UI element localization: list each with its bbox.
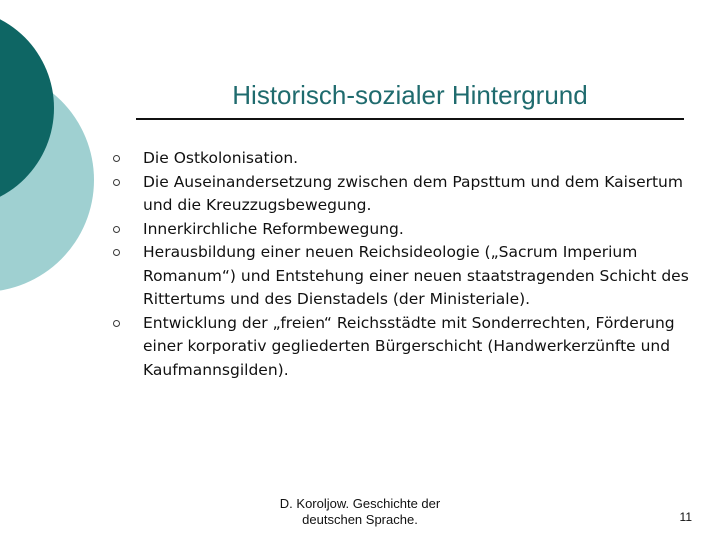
bullet-text: Herausbildung einer neuen Reichsideologie („Sacrum Imperium Romanum“) und Entstehung einer neuen staatstragenden Schicht des Rittertums und des Dienstadels (der Ministeriale).: [143, 243, 689, 308]
footer-line-1: D. Koroljow. Geschichte der: [279, 496, 441, 511]
bullet-circle-icon: [113, 249, 120, 256]
bullet-circle-icon: [113, 155, 120, 162]
bullet-item: [112, 312, 692, 383]
bullet-item: [112, 147, 692, 171]
bullet-item: [112, 241, 692, 312]
page-number: 11: [679, 510, 692, 524]
footer-text: [270, 496, 450, 528]
footer-line-2: deutschen Sprache.: [302, 512, 418, 527]
slide-title: Historisch-sozialer Hintergrund: [232, 80, 588, 110]
bullet-circle-icon: [113, 320, 120, 327]
bullet-list: [112, 147, 692, 382]
bullet-item: [112, 171, 692, 218]
title-underline: [136, 118, 684, 120]
light-teal-circle: [0, 68, 94, 292]
bullet-circle-icon: [113, 179, 120, 186]
bullet-text: Entwicklung der „freien“ Reichsstädte mit Sonderrechten, Förderung einer korporativ gegliederten Bürgerschicht (Handwerkerzünfte und Kaufmannsgilden).: [143, 313, 675, 379]
bullet-text: Die Auseinandersetzung zwischen dem Papsttum und dem Kaisertum und die Kreuzzugsbewegung.: [143, 172, 683, 214]
bullet-text: Innerkirchliche Reformbewegung.: [143, 219, 404, 238]
dark-teal-circle: [0, 8, 54, 208]
bullet-item: [112, 218, 692, 242]
bullet-circle-icon: [113, 226, 120, 233]
bullet-text: Die Ostkolonisation.: [143, 149, 299, 167]
